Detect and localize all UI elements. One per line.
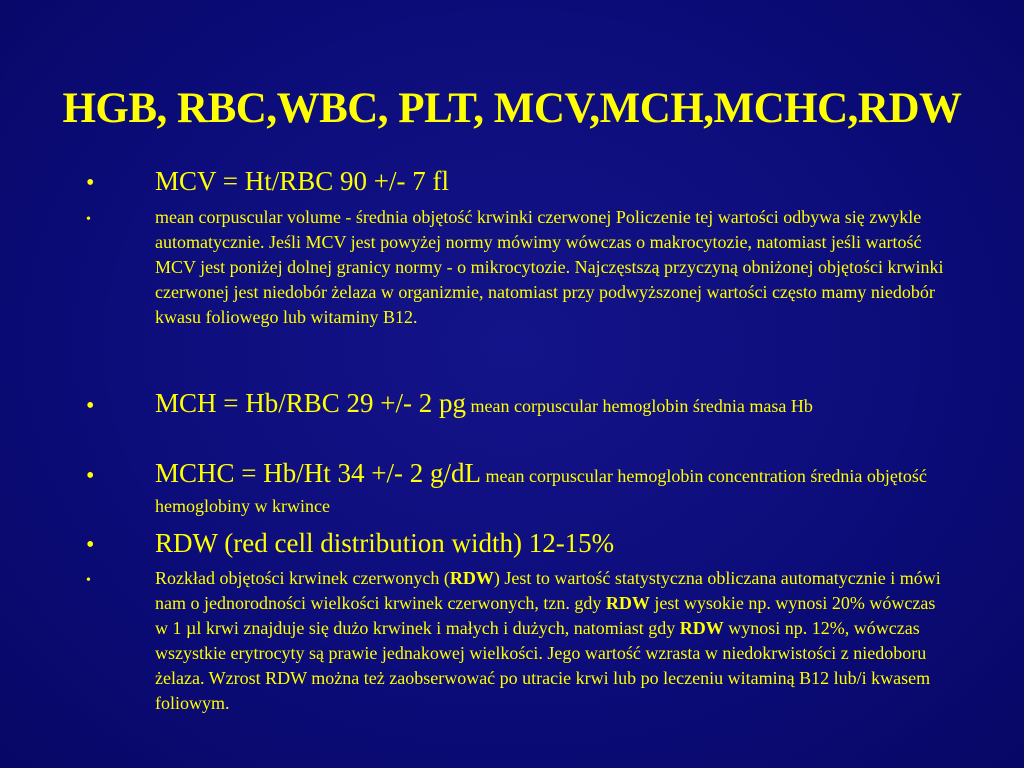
rdw-heading: RDW (red cell distribution width) 12-15% bbox=[155, 528, 615, 558]
slide-title: HGB, RBC,WBC, PLT, MCV,MCH,MCHC,RDW bbox=[62, 85, 962, 132]
mcv-description: mean corpuscular volume - średnia objętość krwinki czerwonej Policzenie tej wartości odbywa się zwykle automatycznie. Jeśli MCV jest powyżej normy mówimy wówczas o makrocytozie, natomiast jeśli wartość MCV jest poniżej dolnej granicy normy - o mikrocytozie. Najczęstszą przyczyną obniżonej objętości krwinki czerwonej jest niedobór żelaza w organizmie, natomiast przy podwyższonej wartości często mamy niedobór kwasu foliowego lub witaminy B12. bbox=[155, 207, 944, 327]
rdw-bold-3: RDW bbox=[679, 618, 724, 638]
rdw-desc-part-3: jest wysokie np. wynosi 20% wówczas w 1 µl krwi znajduje się dużo krwinek i małych i dużych, natomiast gdy bbox=[155, 593, 936, 638]
mch-formula: MCH = Hb/RBC 29 +/- 2 pg bbox=[155, 388, 466, 418]
rdw-desc-part-2: ) Jest to wartość statystyczna obliczana automatycznie i mówi nam o jednorodności wielkości krwinek czerwonych, tzn. gdy bbox=[155, 568, 941, 613]
mchc-formula: MCHC = Hb/Ht 34 +/- 2 g/dL bbox=[155, 458, 481, 488]
rdw-desc-part-4: wynosi np. 12%, wówczas wszystkie erytrocyty są prawie jednakowej wielkości. Jego wartość wzrasta w niedokrwistości z niedoboru żelaza. Wzrost RDW można też zaobserwować po utracie krwi lub po leczeniu witaminą B12 lub/i kwasem foliowym. bbox=[155, 618, 931, 713]
mch-description: mean corpuscular hemoglobin średnia masa Hb bbox=[466, 396, 813, 416]
mch-text bbox=[155, 389, 945, 422]
rdw-bold-1: RDW bbox=[449, 568, 494, 588]
mcv-formula: MCV = Ht/RBC 90 +/- 7 fl bbox=[155, 166, 449, 196]
mchc-description: mean corpuscular hemoglobin concentration średnia objętość hemoglobiny w krwince bbox=[155, 466, 927, 516]
bullet-marker: • bbox=[86, 463, 95, 489]
rdw-description bbox=[155, 566, 945, 716]
bullet-marker: • bbox=[86, 532, 95, 558]
bullet-marker: • bbox=[86, 212, 91, 227]
mchc-text bbox=[155, 459, 945, 522]
bullet-marker: • bbox=[86, 170, 95, 196]
bullet-marker: • bbox=[86, 573, 91, 588]
bullet-marker: • bbox=[86, 393, 95, 419]
rdw-bold-2: RDW bbox=[605, 593, 650, 613]
rdw-desc-part-1: Rozkład objętości krwinek czerwonych ( bbox=[155, 568, 450, 588]
